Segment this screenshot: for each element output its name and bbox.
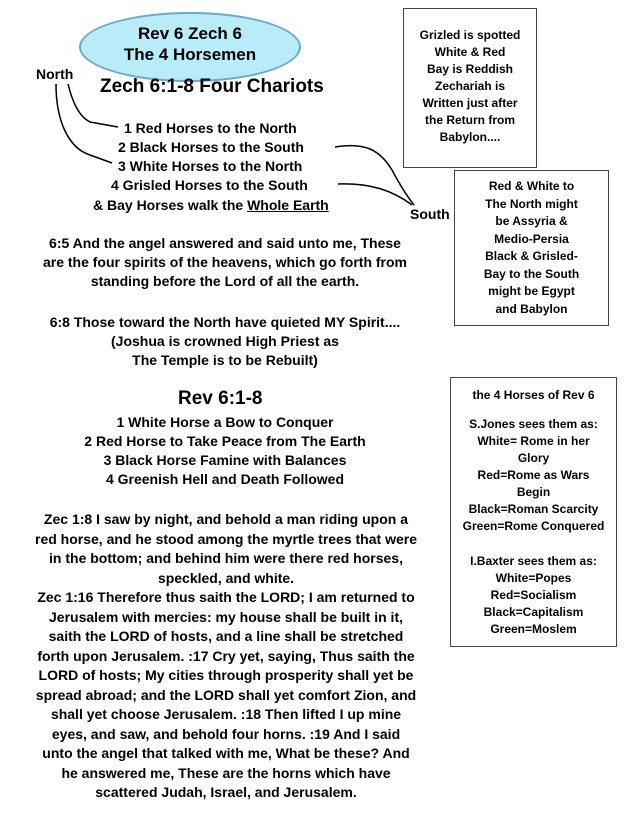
note-north-south	[454, 170, 609, 326]
note-line: Red=Rome as Wars	[477, 468, 590, 482]
verse-6-5-line: standing before the Lord of all the earth.	[90, 273, 360, 289]
rev-horse-line: 2 Red Horse to Take Peace from The Earth	[84, 433, 366, 449]
note-line: Grizled is spotted	[419, 28, 521, 42]
note-line: the Return from	[425, 113, 515, 127]
note-line: Zechariah is	[434, 79, 506, 93]
chariot-1: 1 Red Horses to the North	[124, 120, 297, 136]
note-line: Medio-Persia	[494, 231, 569, 246]
verse-6-5-line: are the four spirits of the heavens, which go forth from	[42, 254, 408, 270]
note-line: Bay is Reddish	[426, 62, 514, 76]
zec1-line: Zec 1:8 I saw by night, and behold a man riding upon a	[43, 511, 409, 527]
note-rev6	[450, 377, 617, 647]
note-line: Green=Moslem	[490, 622, 577, 636]
zec1-line: red horse, and he stood among the myrtle trees that were	[35, 530, 417, 547]
note-line: Bay to the South	[483, 266, 580, 281]
note-line: might be Egypt	[488, 284, 575, 298]
rev-horse-line: 1 White Horse a Bow to Conquer	[116, 414, 334, 430]
title-line-2: The 4 Horsemen	[123, 45, 257, 64]
zec1-line: shall yet choose Jerusalem. :18 Then lifted I up mine	[50, 706, 402, 722]
verse-6-8-line: 6:8 Those toward the North have quieted MY Spirit....	[49, 314, 401, 330]
note-line: White & Red	[434, 45, 506, 59]
note-line: White= Rome in her	[477, 434, 590, 448]
note-line: S.Jones sees them as:	[469, 417, 598, 431]
note-line: Black=Capitalism	[483, 605, 584, 619]
note-line: Black & Grisled-	[485, 249, 578, 263]
note-line: Red=Socialism	[490, 588, 577, 602]
note-line: Black=Roman Scarcity	[468, 502, 599, 516]
title-line-1: Rev 6 Zech 6	[138, 24, 242, 43]
chariot-5-text: & Bay Horses walk the	[93, 197, 248, 213]
verse-6-5	[15, 234, 435, 291]
note-grizzled	[403, 8, 537, 168]
zec1-line: he answered me, These are the horns which have	[61, 764, 391, 781]
chariot-3: 3 White Horses to the North	[118, 158, 303, 174]
arrow-north-1	[68, 84, 118, 127]
note-line: Written just after	[422, 96, 518, 110]
whole-earth-text: Whole Earth	[247, 197, 329, 213]
zec1-line: unto the angel that talked with me, What be these? And	[42, 745, 410, 761]
zec1-line: scattered Judah, Israel, and Jerusalem.	[95, 784, 357, 800]
chariot-2: 2 Black Horses to the South	[118, 139, 304, 155]
zec1-line: Zec 1:16 Therefore thus saith the LORD; I am returned to	[37, 589, 415, 605]
rev-horse-line: 3 Black Horse Famine with Balances	[103, 452, 347, 468]
zec1-line: saith the LORD of hosts, and a line shall be stretched	[48, 628, 404, 644]
note-line: White=Popes	[495, 571, 572, 585]
verse-6-8	[15, 313, 435, 370]
note-line: Begin	[516, 485, 551, 499]
note-line: Babylon....	[439, 130, 501, 144]
rev-heading: Rev 6:1-8	[178, 388, 263, 409]
note-line: The North might	[485, 196, 578, 211]
rev-horses	[15, 413, 435, 489]
note-line: Glory	[517, 451, 550, 465]
zec1-line: speckled, and white.	[157, 569, 295, 586]
rev-horse-line: 4 Greenish Hell and Death Followed	[105, 471, 345, 487]
verse-6-5-line: 6:5 And the angel answered and said unto me, These	[49, 235, 401, 251]
zec1-line: Jerusalem with mercies: my house shall be built in it,	[49, 608, 403, 625]
note-line: and Babylon	[495, 301, 568, 316]
note-line: be Assyria &	[495, 214, 568, 228]
chariot-4: 4 Grisled Horses to the South	[111, 177, 308, 193]
zec1-line: spread abroad; and the LORD shall yet comfort Zion, and	[35, 686, 417, 703]
verse-6-8-line: (Joshua is crowned High Priest as	[111, 333, 339, 349]
note-line: Red & White to	[488, 179, 575, 193]
arrow-north-3	[56, 84, 112, 163]
zec1-line: LORD of hosts; My cities through prosperity shall yet be	[38, 667, 414, 683]
note-rev6-title: the 4 Horses of Rev 6	[472, 388, 595, 402]
zec1-line: eyes, and saw, and behold four horns. :19 And I said	[51, 725, 401, 742]
note-line: Green=Rome Conquered	[462, 519, 605, 533]
zech-heading: Zech 6:1-8 Four Chariots	[100, 76, 324, 97]
north-label: North	[36, 66, 74, 82]
zec1-passage	[8, 510, 444, 803]
zec1-line: in the bottom; and behind him were there red horses,	[49, 550, 403, 566]
verse-6-8-line: The Temple is to be Rebuilt)	[132, 352, 318, 368]
zec1-line: forth upon Jerusalem. :17 Cry yet, saying, Thus saith the	[37, 647, 415, 664]
south-label: South	[410, 206, 450, 222]
note-line: I.Baxter sees them as:	[470, 554, 597, 568]
